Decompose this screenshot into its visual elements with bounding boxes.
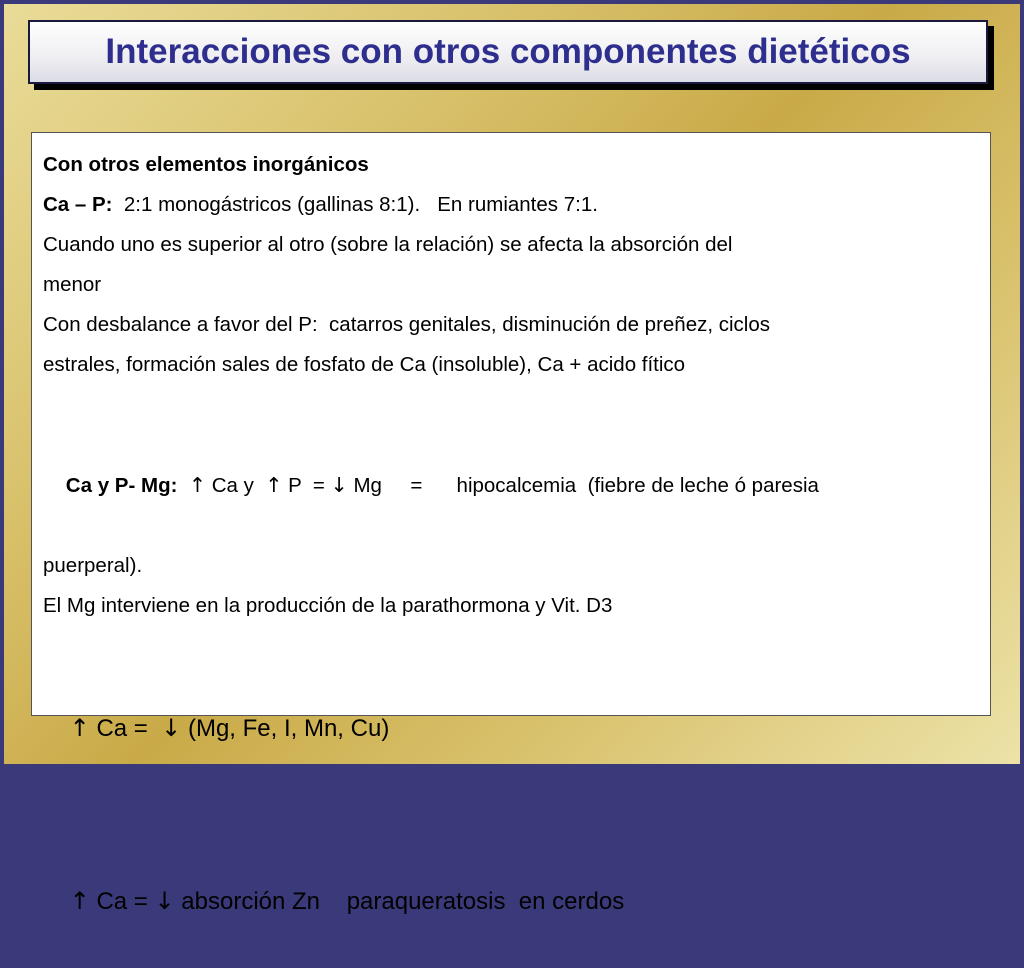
paragraph-1-line-1: Cuando uno es superior al otro (sobre la relación) se afecta la absorción del	[43, 233, 733, 256]
ca-line1-text-a: Ca =	[96, 715, 148, 742]
content-box	[31, 132, 991, 915]
mg-line-2: puerperal).	[43, 554, 143, 577]
title-box	[28, 20, 988, 84]
ca-p-mg-line	[43, 425, 980, 546]
ca-line2-text-b: absorción Zn paraqueratosis en cerdos	[181, 888, 625, 915]
slide-title: Interacciones con otros componentes dietéticos	[105, 32, 911, 71]
spacer	[43, 795, 980, 835]
ca-line2-text-a: Ca =	[96, 888, 148, 915]
up-arrow-icon: ↑	[188, 473, 207, 497]
mg-ca-text: Ca y	[211, 474, 254, 497]
down-arrow-icon: ↓	[330, 473, 348, 497]
up-arrow-icon: ↑	[69, 887, 90, 915]
mg-label: Ca y P- Mg:	[65, 474, 178, 497]
section-heading: Con otros elementos inorgánicos	[43, 153, 369, 176]
ca-p-text: 2:1 monogástricos (gallinas 8:1). En rumiantes 7:1.	[123, 193, 598, 216]
down-arrow-icon: ↓	[154, 887, 175, 915]
ca-p-ratio-line	[43, 185, 980, 225]
down-arrow-icon: ↓	[161, 714, 182, 742]
mg-line-3: El Mg interviene en la producción de la parathormona y Vit. D3	[43, 594, 613, 617]
ca-interaction-line-1	[43, 662, 980, 795]
spacer	[43, 626, 980, 662]
mg-p-text: P =	[288, 474, 325, 497]
paragraph-2-line-1: Con desbalance a favor del P: catarros genitales, disminución de preñez, ciclos	[43, 313, 771, 336]
ca-interaction-line-2	[43, 835, 980, 968]
up-arrow-icon: ↑	[69, 714, 90, 742]
spacer	[43, 385, 980, 425]
paragraph-1-line-2: menor	[43, 273, 102, 296]
mg-rest-text: Mg = hipocalcemia (fiebre de leche ó paresia	[353, 474, 819, 497]
paragraph-2-line-2: estrales, formación sales de fosfato de Ca (insoluble), Ca + acido fítico	[43, 353, 686, 376]
up-arrow-icon: ↑	[265, 473, 283, 497]
ca-line1-text-b: (Mg, Fe, I, Mn, Cu)	[187, 715, 390, 742]
ca-p-label: Ca – P:	[43, 193, 113, 216]
